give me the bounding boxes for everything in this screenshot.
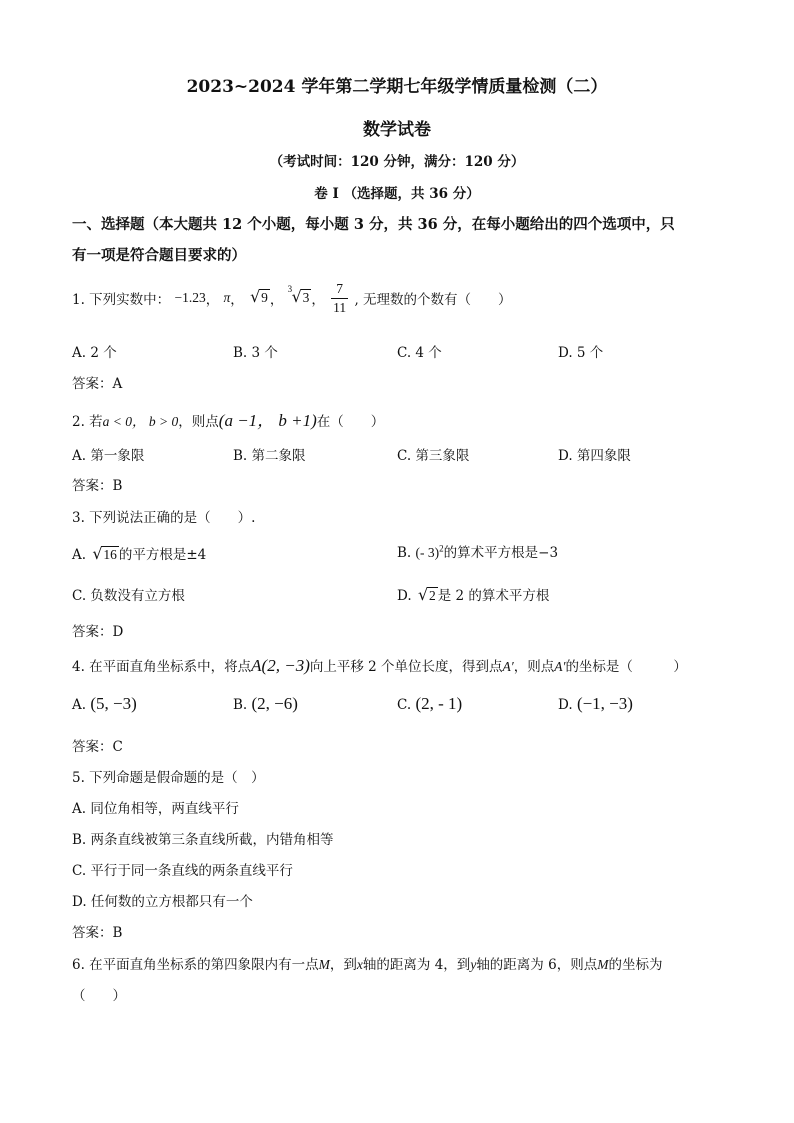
- question-2-stem: 2. 若a < 0， b > 0，则点(a −1， b +1)在（ ）: [72, 411, 385, 430]
- q4-answer: 答案：C: [72, 739, 123, 755]
- q2-option-c: C. 第三象限: [397, 448, 470, 464]
- q1-option-b: B. 3 个: [233, 345, 278, 361]
- q3-option-d: D. √ 2 是 2 的算术平方根: [397, 585, 550, 604]
- q3-option-b: B. (- 3)$^2$的算术平方根是−3: [397, 543, 559, 561]
- q2-point: (a −1， b +1): [218, 411, 317, 430]
- q1-answer: 答案：A: [72, 376, 123, 392]
- sqrt-16: √ 16: [92, 544, 117, 563]
- q2-answer: 答案：B: [72, 478, 123, 494]
- question-4-stem: 4. 在平面直角坐标系中，将点A(2, −3)向上平移 2 个单位长度，得到点A′，则点A′的坐标是（ ）: [72, 656, 687, 675]
- exam-info: （考试时间：120 分钟，满分：120 分）: [269, 154, 525, 170]
- q4-point-a: A(2, −3): [251, 656, 310, 675]
- q4-option-b: B. (2, −6): [233, 694, 298, 713]
- question-6-stem: 6. 在平面直角坐标系的第四象限内有一点M，到x轴的距离为 4，到y轴的距离为 6，则点M的坐标为: [72, 957, 663, 973]
- question-1-stem: 1. 下列实数中： −1.23， π， √ 9 ， 3 √ 3 ， $\frac{7}{11}$ , 无理数的个数有（ ）: [72, 281, 512, 315]
- q1-num: −1.23: [174, 290, 206, 305]
- cube-root: 3 √ 3: [287, 284, 310, 306]
- q3-option-a: A. √ 16 的平方根是±4: [72, 544, 207, 563]
- q5-option-a: A. 同位角相等，两直线平行: [72, 801, 239, 817]
- question-6-blank: （ ）: [72, 988, 126, 1004]
- q2-condition: a < 0， b > 0: [102, 414, 179, 429]
- exam-title: 2023~2024 学年第二学期七年级学情质量检测（二）: [186, 77, 608, 97]
- sqrt-2: √ 2: [417, 585, 436, 604]
- q2-option-d: D. 第四象限: [558, 448, 631, 464]
- q5-option-c: C. 平行于同一条直线的两条直线平行: [72, 863, 293, 879]
- fraction-7-11: $\frac{7}{11}$: [333, 281, 347, 315]
- q4-option-c: C. (2, - 1): [397, 694, 463, 713]
- q3-option-c: C. 负数没有立方根: [72, 588, 185, 604]
- section-heading-line1: 一、选择题（本大题共 12 个小题，每小题 3 分，共 36 分，在每小题给出的四个选项中，只: [72, 216, 675, 233]
- q3-answer: 答案：D: [72, 624, 124, 640]
- section-heading-line2: 有一项是符合题目要求的）: [72, 247, 246, 264]
- q2-option-a: A. 第一象限: [72, 448, 145, 464]
- q4-option-a: A. (5, −3): [72, 694, 137, 713]
- question-5-stem: 5. 下列命题是假命题的是（ ）: [72, 770, 265, 786]
- subject-title: 数学试卷: [363, 120, 431, 140]
- q2-option-b: B. 第二象限: [233, 448, 306, 464]
- q1-option-a: A. 2 个: [72, 345, 117, 361]
- q1-option-d: D. 5 个: [558, 345, 604, 361]
- q5-option-d: D. 任何数的立方根都只有一个: [72, 894, 253, 910]
- q5-option-b: B. 两条直线被第三条直线所截，内错角相等: [72, 832, 334, 848]
- volume-heading: 卷 I （选择题，共 36 分）: [314, 186, 480, 202]
- square-root: √ 9: [250, 287, 268, 306]
- q1-option-c: C. 4 个: [397, 345, 442, 361]
- q4-option-d: D. (−1, −3): [558, 694, 633, 713]
- q5-answer: 答案：B: [72, 925, 123, 941]
- pi-symbol: π: [223, 290, 231, 305]
- question-3-stem: 3. 下列说法正确的是（ ）.: [72, 510, 256, 526]
